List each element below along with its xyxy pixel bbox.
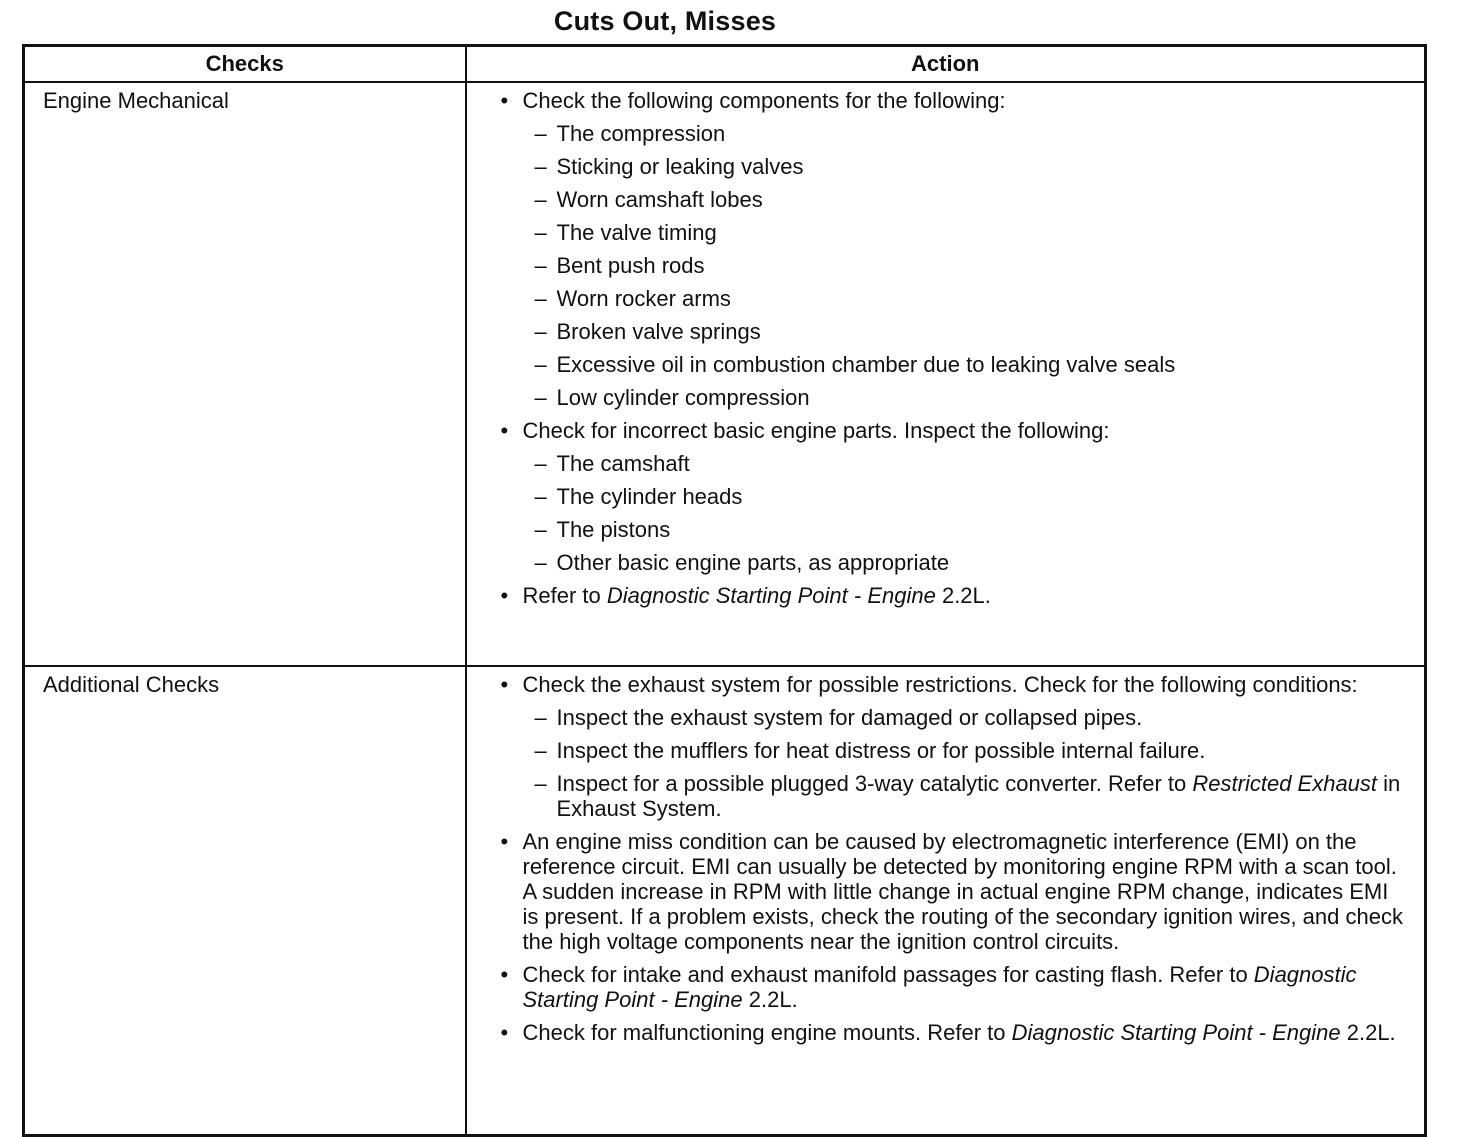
list-item bbox=[501, 1020, 1411, 1045]
column-header-action: Action bbox=[466, 46, 1426, 83]
action-cell bbox=[466, 666, 1426, 1136]
bullet-text: Refer to bbox=[522, 583, 607, 608]
sub-item: – The camshaft bbox=[523, 451, 1411, 476]
bullet-text: Check for incorrect basic engine parts. Inspect the following: bbox=[522, 418, 1110, 443]
sub-item: – The valve timing bbox=[523, 220, 1411, 245]
action-list bbox=[501, 672, 1411, 1045]
sub-item: – Low cylinder compression bbox=[523, 385, 1411, 410]
sub-item: – Worn camshaft lobes bbox=[523, 187, 1411, 212]
diagnostic-table bbox=[22, 44, 1427, 1137]
bullet-text-suffix: 2.2L. bbox=[742, 987, 798, 1012]
bullet-text: Check for malfunctioning engine mounts. Refer to bbox=[522, 1020, 1012, 1045]
sub-item: – Inspect the exhaust system for damaged or collapsed pipes. bbox=[523, 705, 1411, 730]
sub-item bbox=[523, 771, 1411, 821]
sub-item: – Bent push rods bbox=[523, 253, 1411, 278]
list-item bbox=[501, 672, 1411, 821]
action-list bbox=[501, 88, 1411, 608]
sub-item: – Worn rocker arms bbox=[523, 286, 1411, 311]
sub-list bbox=[523, 451, 1411, 575]
bullet-text-suffix: 2.2L. bbox=[1340, 1020, 1396, 1045]
sub-item: – The pistons bbox=[523, 517, 1411, 542]
sub-item: – Excessive oil in combustion chamber due to leaking valve seals bbox=[523, 352, 1411, 377]
reference-link-text: Diagnostic Starting Point - Engine bbox=[522, 962, 1357, 1012]
sub-item-text-suffix: in Exhaust System. bbox=[556, 771, 1401, 821]
bullet-text: Check the exhaust system for possible restrictions. Check for the following conditions: bbox=[522, 672, 1358, 697]
sub-item: – Other basic engine parts, as appropriate bbox=[523, 550, 1411, 575]
sub-list bbox=[523, 121, 1411, 410]
table-header-row bbox=[24, 46, 1426, 83]
list-item bbox=[501, 583, 1411, 608]
list-item bbox=[501, 88, 1411, 410]
sub-item: – The cylinder heads bbox=[523, 484, 1411, 509]
check-cell-additional-checks: Additional Checks bbox=[24, 666, 466, 1136]
sub-item: – Broken valve springs bbox=[523, 319, 1411, 344]
reference-link-text: Diagnostic Starting Point - Engine bbox=[1011, 1020, 1341, 1045]
bullet-text: Check for intake and exhaust manifold passages for casting flash. Refer to bbox=[522, 962, 1254, 987]
action-cell bbox=[466, 82, 1426, 666]
page-title: Cuts Out, Misses bbox=[553, 6, 777, 36]
table-row bbox=[24, 666, 1426, 1136]
column-header-checks: Checks bbox=[24, 46, 466, 83]
bullet-text-suffix: 2.2L. bbox=[935, 583, 991, 608]
sub-item: – Sticking or leaking valves bbox=[523, 154, 1411, 179]
list-item: • An engine miss condition can be caused by electromagnetic interference (EMI) on the reference circuit. EMI can usually be detected by monitoring engine RPM with a scan tool. A sudden increase in RPM with little change in actual engine RPM change, indicates EMI is present. If a problem exists, check the routing of the secondary ignition wires, and check the high voltage components near the ignition control circuits. bbox=[501, 829, 1411, 954]
sub-item: – The compression bbox=[523, 121, 1411, 146]
reference-link-text: Diagnostic Starting Point - Engine bbox=[606, 583, 936, 608]
list-item bbox=[501, 418, 1411, 575]
check-cell-engine-mechanical: Engine Mechanical bbox=[24, 82, 466, 666]
bullet-text: Check the following components for the following: bbox=[522, 88, 1006, 113]
sub-item: – Inspect the mufflers for heat distress or for possible internal failure. bbox=[523, 738, 1411, 763]
table-row bbox=[24, 82, 1426, 666]
list-item bbox=[501, 962, 1411, 1012]
sub-item-text: Inspect for a possible plugged 3-way catalytic converter. Refer to bbox=[556, 771, 1193, 796]
reference-link-text: Restricted Exhaust bbox=[1192, 771, 1378, 796]
sub-list bbox=[523, 705, 1411, 821]
